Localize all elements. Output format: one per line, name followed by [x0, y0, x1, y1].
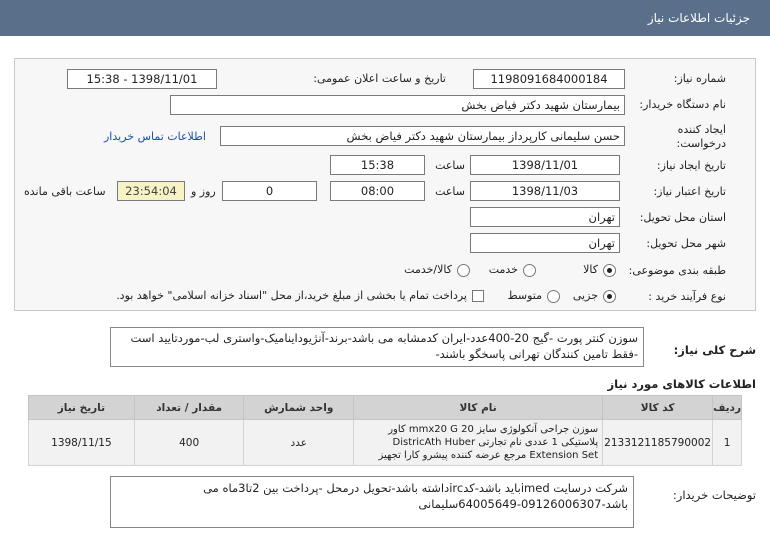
buyer-org-field: بیمارستان شهید دکتر فیاض بخش [170, 95, 625, 115]
items-table [28, 395, 742, 466]
requester-field: حسن سلیمانی کارپرداز بیمارستان شهید دکتر فیاض بخش [220, 126, 625, 146]
col-date: تاریخ نیاز [29, 396, 135, 420]
need-number-label: شماره نیاز: [673, 72, 726, 85]
days-label: روز و [191, 185, 216, 198]
items-section-title: اطلاعات کالاهای مورد نیاز [607, 377, 756, 391]
created-date-label: تاریخ ایجاد نیاز: [656, 159, 726, 172]
col-unit: واحد شمارش [244, 396, 354, 420]
created-date-field: 1398/11/01 [470, 155, 620, 175]
validity-date-field: 1398/11/03 [470, 181, 620, 201]
announce-label: تاریخ و ساعت اعلان عمومی: [313, 72, 446, 85]
cell-unit: عدد [244, 420, 354, 466]
process-option-minor[interactable]: جزیی [573, 289, 616, 303]
validity-time-field: 08:00 [330, 181, 425, 201]
province-label: استان محل تحویل: [639, 211, 726, 224]
cell-date: 1398/11/15 [29, 420, 135, 466]
buyer-notes-text: شرکت درسایت imedباید باشد-کدircداشته باشد-تحویل درمحل -پرداخت بین 2تا3ماه می باشد-09126006307-64005649سلیمانی [110, 476, 634, 528]
buyer-notes-label: توضیحات خریدار: [672, 488, 756, 502]
need-number-field: 1198091684000184 [473, 69, 625, 89]
description-label: شرح کلی نیاز: [673, 343, 756, 357]
radio-selected-icon[interactable] [603, 264, 616, 277]
city-label: شهر محل تحویل: [646, 237, 726, 250]
col-code: کد کالا [603, 396, 713, 420]
radio-icon[interactable] [457, 264, 470, 277]
checkbox-icon[interactable] [472, 290, 484, 302]
treasury-payment-option[interactable]: پرداخت تمام یا بخشی از مبلغ خرید،از محل "اسناد خزانه اسلامی" خواهد بود. [116, 289, 484, 303]
items-table-header [29, 396, 742, 420]
cell-code: 2133121185790002 [603, 420, 713, 466]
category-option-service[interactable]: خدمت [489, 263, 536, 277]
radio-icon[interactable] [523, 264, 536, 277]
cell-qty: 400 [134, 420, 244, 466]
process-option-medium[interactable]: متوسط [507, 289, 560, 303]
cell-row: 1 [713, 420, 742, 466]
cell-name: سوزن جراحی آنکولوژی سایز mmx20 G 20 کاور پلاستیکی 1 عددی نام تجارتی DistricAth Huber Extension Set مرجع عرضه کننده پیشرو کارا تجهیز [354, 420, 603, 466]
remaining-days-field: 0 [222, 181, 317, 201]
col-name: نام کالا [354, 396, 603, 420]
validity-time-label: ساعت [435, 185, 465, 198]
category-option-goods-service[interactable]: کالا/خدمت [404, 263, 470, 277]
category-label: طبقه بندی موضوعی: [628, 264, 726, 277]
radio-icon[interactable] [547, 290, 560, 303]
page-title: جزئیات اطلاعات نیاز [647, 11, 750, 25]
col-qty: مقدار / تعداد [134, 396, 244, 420]
created-time-label: ساعت [435, 159, 465, 172]
process-label: نوع فرآیند خرید : [648, 290, 726, 303]
remaining-time-field: 23:54:04 [117, 181, 185, 201]
radio-selected-icon[interactable] [603, 290, 616, 303]
contact-info-link[interactable]: اطلاعات تماس خریدار [104, 130, 206, 143]
col-row: ردیف [713, 396, 742, 420]
category-option-goods[interactable]: کالا [583, 263, 616, 277]
created-time-field: 15:38 [330, 155, 425, 175]
description-text: سوزن کنتر پورت -گیج 20-400عدد-ایران کدمشابه می باشد-برند-آنژیوداینامیک-واستری لب-موردتایید است -فقط تامین کنندگان تهرانی پاسخگو باشند- [110, 327, 644, 367]
requester-label: ایجاد کننده درخواست: [676, 123, 726, 150]
validity-date-label: تاریخ اعتبار نیاز: [653, 185, 726, 198]
page-title-bar [0, 0, 770, 36]
table-row [29, 420, 742, 466]
province-field: تهران [470, 207, 620, 227]
announce-field: 1398/11/01 - 15:38 [67, 69, 217, 89]
remaining-label: ساعت باقی مانده [24, 185, 106, 198]
buyer-org-label: نام دستگاه خریدار: [639, 98, 726, 111]
city-field: تهران [470, 233, 620, 253]
